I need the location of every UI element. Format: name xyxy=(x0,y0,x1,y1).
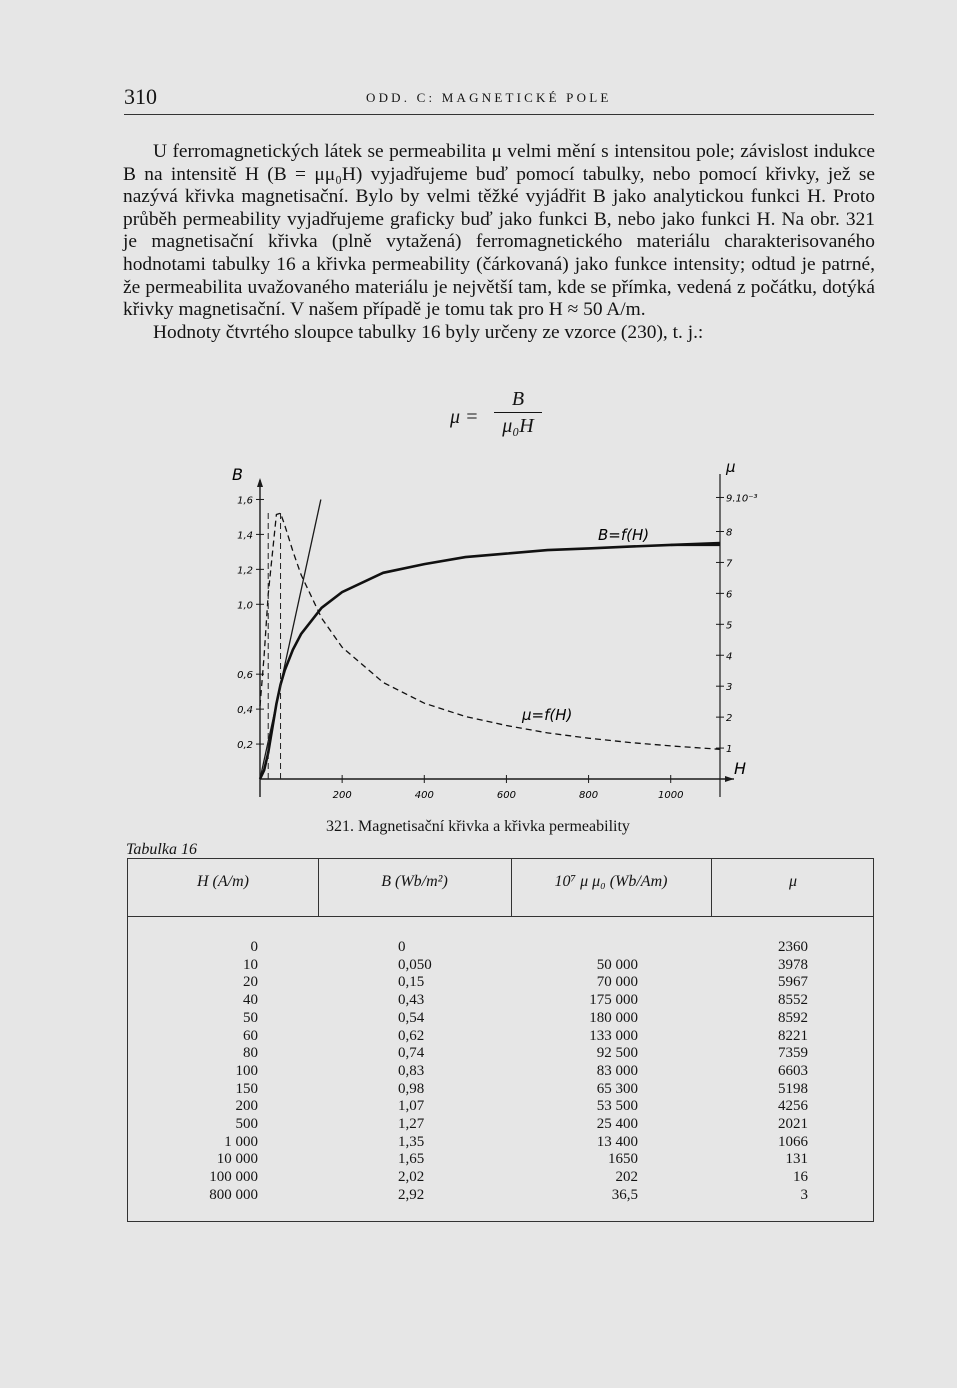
table-cell: 150 xyxy=(235,1080,258,1097)
x-tick-label: 800 xyxy=(579,790,599,801)
table-cell: 1,35 xyxy=(398,1133,425,1150)
column-h xyxy=(168,939,258,1205)
table-cell: 8221 xyxy=(778,1027,808,1044)
table-cell: 175 000 xyxy=(589,992,638,1009)
table-cell: 2021 xyxy=(778,1116,808,1133)
table-cell: 3978 xyxy=(778,956,808,973)
table-title: Tabulka 16 xyxy=(126,841,197,858)
table-cell: 4256 xyxy=(778,1098,808,1115)
table-cell: 40 xyxy=(243,992,258,1009)
table-16 xyxy=(127,858,874,1222)
tangent-line xyxy=(260,499,321,779)
y-right-tick-label: 7 xyxy=(726,558,733,570)
y-left-tick-label: 0,6 xyxy=(237,670,253,682)
table-cell: 50 xyxy=(243,1009,258,1026)
table-cell: 83 000 xyxy=(596,1062,638,1079)
table-cell: 60 xyxy=(243,1027,258,1044)
table-cell: 70 000 xyxy=(596,974,638,991)
paragraph-2: Hodnoty čtvrtého sloupce tabulky 16 byly určeny ze vzorce (230), t. j.: xyxy=(153,321,704,343)
page-header xyxy=(124,84,874,115)
magnetisation-curve xyxy=(260,543,720,779)
page-number: 310 xyxy=(124,84,157,109)
table-cell: 200 xyxy=(235,1098,258,1115)
table-header-rule xyxy=(128,916,873,917)
y-right-tick-label: 4 xyxy=(726,651,733,663)
table-cell: 0,62 xyxy=(398,1027,425,1044)
table-cell: 20 xyxy=(243,974,258,991)
column-mu xyxy=(708,939,808,1205)
table-cell: 0,98 xyxy=(398,1080,425,1097)
table-cell: 0,74 xyxy=(398,1045,425,1062)
y-axis-label-right: μ xyxy=(726,458,736,476)
body-text xyxy=(123,141,875,344)
table-cell: 131 xyxy=(785,1151,808,1168)
table-cell: 100 xyxy=(235,1062,258,1079)
table-cell: 2,02 xyxy=(398,1169,425,1186)
formula-fraction xyxy=(494,386,542,439)
y-right-tick-label: 9.10⁻³ xyxy=(726,493,758,505)
y-right-tick-label: 6 xyxy=(726,589,733,601)
table-cell: 5198 xyxy=(778,1080,808,1097)
x-axis-arrow xyxy=(725,776,734,782)
y-left-tick-label: 0,4 xyxy=(237,705,253,717)
magnetisation-chart xyxy=(222,452,762,812)
table-cell: 16 xyxy=(793,1169,808,1186)
y-left-tick-label: 1,4 xyxy=(237,530,253,542)
x-axis-label: H xyxy=(734,759,747,778)
table-cell: 0 xyxy=(250,939,258,955)
table-cell: 2,92 xyxy=(398,1186,425,1203)
table-cell: 1650 xyxy=(608,1151,638,1168)
table-cell: 0,54 xyxy=(398,1009,425,1026)
formula-lhs: μ = xyxy=(450,406,479,428)
y-right-tick-label: 1 xyxy=(726,744,733,756)
x-tick-label: 600 xyxy=(496,790,516,801)
table-cell: 92 500 xyxy=(596,1045,638,1062)
formula-numerator: B xyxy=(494,386,542,413)
column-b xyxy=(398,939,498,1205)
table-cell: 2360 xyxy=(778,939,808,955)
formula-denominator: μ₀H xyxy=(502,415,534,437)
y-right-tick-label: 5 xyxy=(726,620,733,632)
header-h: H (A/m) xyxy=(197,873,249,890)
table-cell: 6603 xyxy=(778,1062,808,1079)
table-cell: 202 xyxy=(615,1169,638,1186)
table-cell: 0,050 xyxy=(398,956,432,973)
header-b: B (Wb/m²) xyxy=(381,873,448,890)
table-cell: 65 300 xyxy=(596,1080,638,1097)
running-head: ODD. C: MAGNETICKÉ POLE xyxy=(366,90,612,105)
table-cell: 1,07 xyxy=(398,1098,425,1115)
table-cell: 133 000 xyxy=(589,1027,638,1044)
table-cell: 1 000 xyxy=(224,1133,258,1150)
table-cell: 8552 xyxy=(778,992,808,1009)
x-tick-label: 200 xyxy=(332,790,352,801)
permeability-curve xyxy=(260,513,720,749)
y-axis-label-left: B xyxy=(232,465,243,484)
y-right-tick-label: 2 xyxy=(726,713,733,725)
table-cell: 0,15 xyxy=(398,974,425,991)
paragraph-1: U ferromagnetických látek se permeabilita μ velmi mění s intensitou pole; závislost indukce B na intensitě H (B = μμ₀H) vyjadřujeme buď pomocí tabulky, nebo pomocí křivky, jež se nazývá křivka magnetisační. Bylo by velmi těžké vyjádřit B jako analytickou funkci H. Proto průběh permeability vyjadřujeme graficky buď jako funkci B, nebo jako funkci H. Na obr. 321 je magnetisační křivka (plně vytažená) ferromagnetického materiálu charakterisovaného hodnotami tabulky 16 a křivka permeability (čárkovaná) jako funkce intensity; odtud je patrné, že permeabilita uvažovaného materiálu je největší tam, kde se přímka, vedená z počátku, dotýká křivky magnetisační. V našem případě je tomu tak pro H ≈ 50 A/m. xyxy=(123,141,875,321)
table-cell: 7359 xyxy=(778,1045,808,1062)
table-cell: 10 000 xyxy=(216,1151,258,1168)
chart-caption: 321. Magnetisační křivka a křivka permeability xyxy=(326,818,630,835)
table-cell: 500 xyxy=(235,1116,258,1133)
y-right-tick-label: 3 xyxy=(726,682,733,694)
x-tick-label: 1000 xyxy=(657,790,684,801)
table-cell: 8592 xyxy=(778,1009,808,1026)
y-left-tick-label: 0,2 xyxy=(237,740,253,752)
y-axis-arrow xyxy=(257,478,263,487)
table-cell: 5967 xyxy=(778,974,808,991)
table-cell: 180 000 xyxy=(589,1009,638,1026)
table-cell: 36,5 xyxy=(611,1186,638,1203)
y-left-tick-label: 1,6 xyxy=(237,495,253,507)
table-cell: 53 500 xyxy=(596,1098,638,1115)
annotation-b: B=f(H) xyxy=(598,526,650,544)
table-cell: 0,43 xyxy=(398,992,425,1009)
table-cell: 1,65 xyxy=(398,1151,425,1168)
annotation-mu: μ=f(H) xyxy=(522,706,573,724)
table-cell: 10 xyxy=(243,956,258,973)
table-cell: 50 000 xyxy=(596,956,638,973)
table-cell: 800 000 xyxy=(209,1186,258,1203)
chart-layer xyxy=(232,458,758,801)
table-cell: 0 xyxy=(398,939,406,955)
table-cell: 1,27 xyxy=(398,1116,425,1133)
header-mu-mu0: 10⁷ μ μ₀ (Wb/Am) xyxy=(554,873,668,890)
y-right-tick-label: 8 xyxy=(726,527,733,539)
table-cell: 0,83 xyxy=(398,1062,425,1079)
table-cell: 1066 xyxy=(778,1133,808,1150)
table-cell xyxy=(528,939,638,957)
y-left-tick-label: 1,0 xyxy=(237,600,253,612)
table-cell: 100 000 xyxy=(209,1169,258,1186)
table-cell: 13 400 xyxy=(596,1133,638,1150)
permeability-formula xyxy=(450,386,550,444)
y-left-tick-label: 1,2 xyxy=(237,565,253,577)
header-mu: μ xyxy=(788,873,798,890)
table-cell: 3 xyxy=(800,1186,808,1203)
column-mu-mu0 xyxy=(528,939,638,1205)
table-cell: 80 xyxy=(243,1045,258,1062)
table-cell: 25 400 xyxy=(596,1116,638,1133)
x-tick-label: 400 xyxy=(414,790,434,801)
